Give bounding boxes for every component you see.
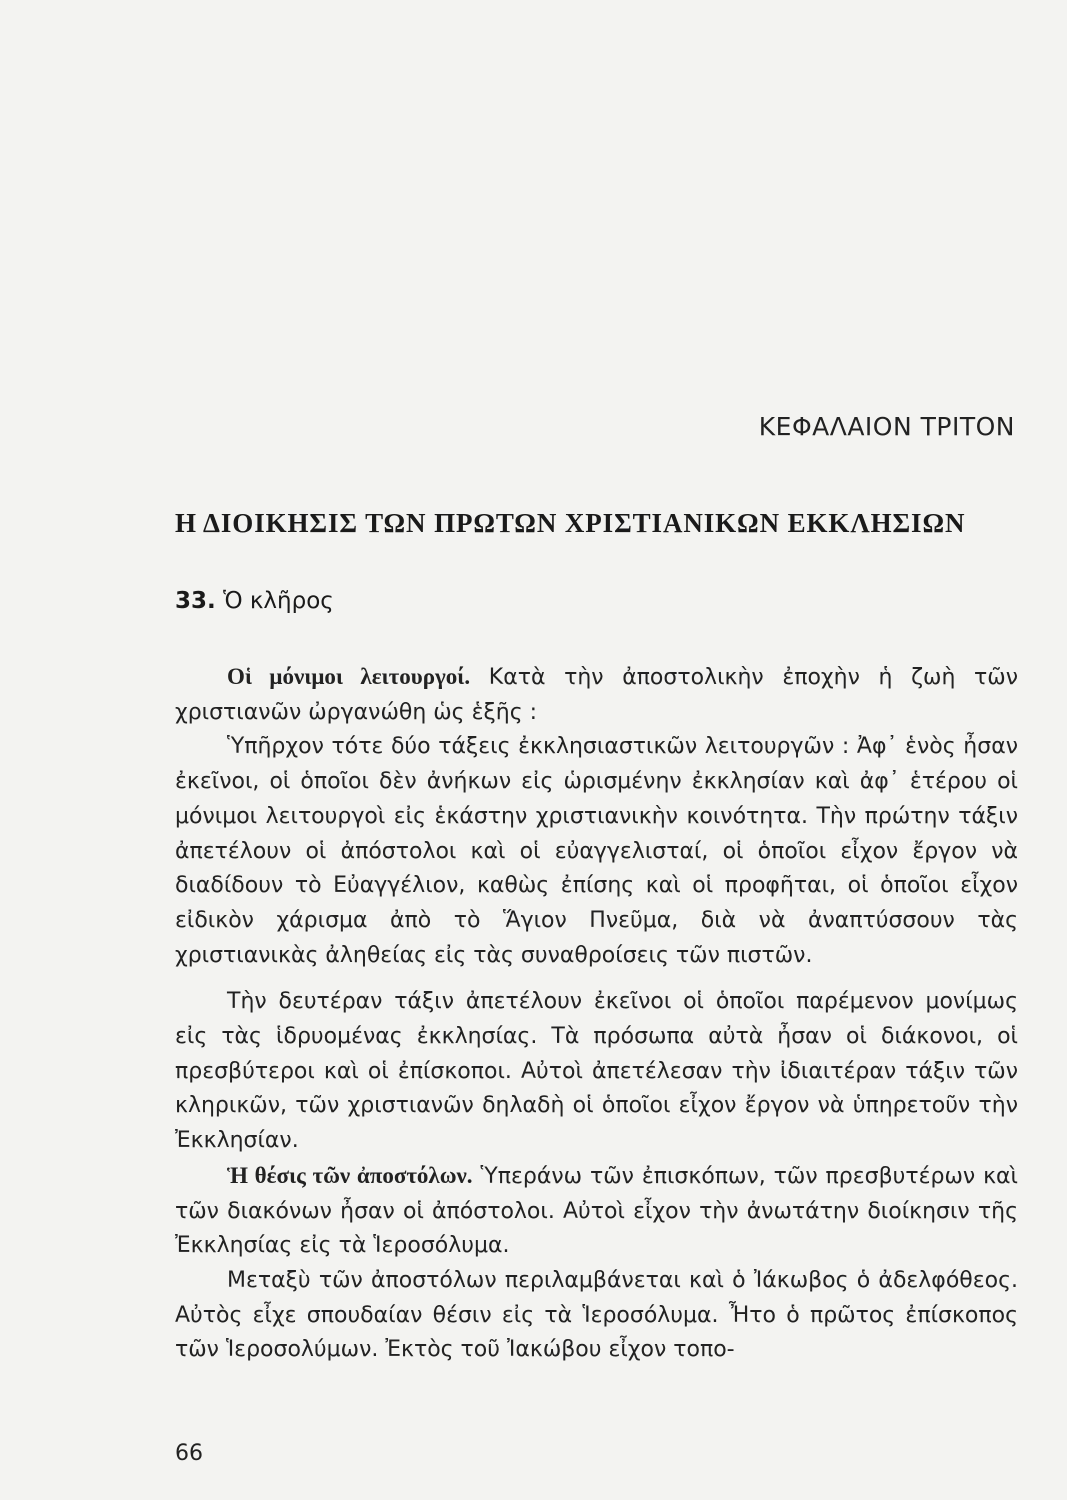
paragraph [175,1159,1018,1264]
section-title: Ὁ κλῆρος [223,588,334,614]
paragraph-text: Ὑπῆρχον τότε δύο τάξεις ἐκκλησιαστικῶν λειτουργῶν : Ἀφ᾽ ἑνὸς ἦσαν ἐκεῖνοι, οἱ ὁποῖοι δὲν ἀνήκων εἰς ὡρισμένην ἐκκλησίαν καὶ ἀφ᾽ ἑτέρου οἱ μόνιμοι λειτουργοὶ εἰς ἑκάστην χριστιανικὴν κοινότητα. Τὴν πρώτην τάξιν ἀπετέλουν οἱ ἀπόστολοι καὶ οἱ εὐαγγελισταί, οἱ ὁποῖοι εἶχον ἔργον νὰ διαδίδουν τὸ Εὐαγγέλιον, καθὼς ἐπίσης καὶ οἱ προφῆται, οἱ ὁποῖοι εἶχον εἰδικὸν χάρισμα ἀπὸ τὸ Ἅγιον Πνεῦμα, διὰ νὰ ἀναπτύσσουν τὰς χριστιανικὰς ἀληθείας εἰς τὰς συναθροίσεις τῶν πιστῶν. [175,734,1018,968]
section-heading [175,588,334,614]
paragraph [175,1264,1018,1368]
paragraph-lead: Οἱ μόνιμοι λειτουργοί. [227,664,471,689]
chapter-title: Η ΔΙΟΙΚΗΣΙΣ ΤΩΝ ΠΡΩΤΩΝ ΧΡΙΣΤΙΑΝΙΚΩΝ ΕΚΚΛΗΣΙΩΝ [175,508,966,538]
paragraph [175,985,1018,1159]
page-number: 66 [175,1441,203,1466]
paragraph-lead: Ἡ θέσις τῶν ἀποστόλων. [227,1162,473,1188]
section-number: 33. [175,588,216,614]
paragraph [175,730,1018,973]
paragraph-text: Κατὰ τὴν ἀποστολικὴν ἐποχὴν ἡ ζωὴ τῶν χριστιανῶν ὠργανώθη ὡς ἑξῆς : [175,665,1018,725]
paragraph-text: Μεταξὺ τῶν ἀποστόλων περιλαμβάνεται καὶ ὁ Ἰάκωβος ὁ ἀδελφόθεος. Αὐτὸς εἶχε σπουδαίαν θέσιν εἰς τὰ Ἱεροσόλυμα. Ἦτο ὁ πρῶτος ἐπίσκοπος τῶν Ἱεροσολύμων. Ἐκτὸς τοῦ Ἰακώβου εἶχον τοπο- [175,1267,1018,1363]
chapter-heading: ΚΕΦΑΛΑΙΟΝ ΤΡΙΤΟΝ [758,412,1015,441]
paragraph [175,660,1018,730]
body-text [175,660,1018,1368]
paragraph-text: Ὑπεράνω τῶν ἐπισκόπων, τῶν πρεσβυτέρων καὶ τῶν διακόνων ἦσαν οἱ ἀπόστολοι. Αὐτοὶ εἶχον τὴν ἀνωτάτην διοίκησιν τῆς Ἐκκλησίας εἰς τὰ Ἱεροσόλυμα. [175,1163,1018,1259]
paragraph-text: Τὴν δευτέραν τάξιν ἀπετέλουν ἐκεῖνοι οἱ ὁποῖοι παρέμενον μονίμως εἰς τὰς ἱδρυομένας ἐκκλησίας. Τὰ πρόσωπα αὐτὰ ἦσαν οἱ διάκονοι, οἱ πρεσβύτεροι καὶ οἱ ἐπίσκοποι. Αὐτοὶ ἀπετέλεσαν τὴν ἰδιαιτέραν τάξιν τῶν κληρικῶν, τῶν χριστιανῶν δηλαδὴ οἱ ὁποῖοι εἶχον ἔργον νὰ ὑπηρετοῦν τὴν Ἐκκλησίαν. [175,989,1018,1154]
